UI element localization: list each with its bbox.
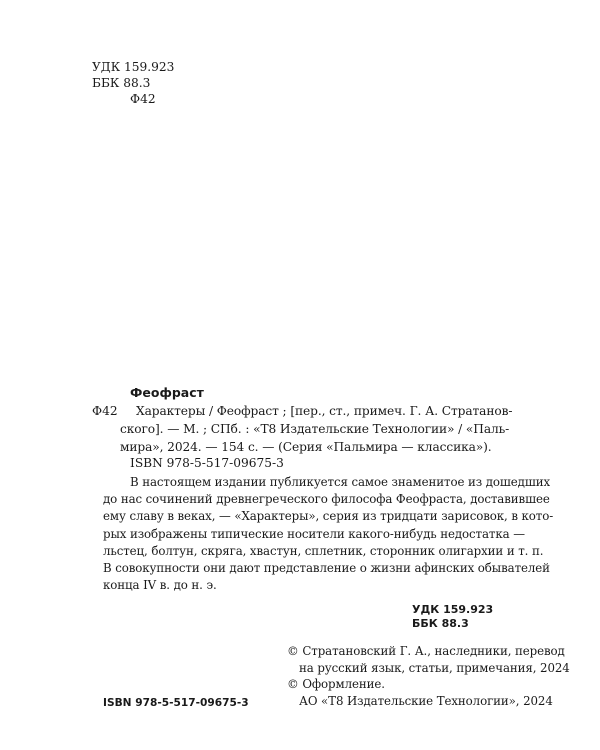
- bib-line: ского]. — М. ; СПб. : «Т8 Издательские Технологии» / «Паль-: [120, 422, 510, 436]
- entry-author: Феофраст: [130, 385, 204, 400]
- annotation-line: В настоящем издании публикуется самое знаменитое из дошедших: [130, 475, 551, 489]
- annotation-line: льстец, болтун, скряга, хвастун, сплетник, сторонник олигархии и т. п.: [103, 544, 544, 558]
- annotation-line: конца IV в. до н. э.: [103, 578, 217, 592]
- bbk-code-top: ББК 88.3: [92, 76, 151, 90]
- copyright-line: АО «Т8 Издательские Технологии», 2024: [299, 694, 553, 708]
- bbk-code-right: ББК 88.3: [412, 617, 469, 630]
- author-sign-top: Ф42: [130, 92, 156, 106]
- annotation-line: рых изображены типические носители какого-нибудь недостатка —: [103, 527, 525, 541]
- copyright-line: © Стратановский Г. А., наследники, перевод: [287, 644, 565, 658]
- bib-line: мира», 2024. — 154 с. — (Серия «Пальмира — классика»).: [120, 440, 492, 454]
- entry-author-sign: Ф42: [92, 404, 118, 418]
- annotation-line: до нас сочинений древнегреческого философа Феофраста, доставившее: [103, 492, 550, 506]
- isbn-bottom: ISBN 978-5-517-09675-3: [103, 697, 249, 709]
- annotation-line: ему славу в веках, — «Характеры», серия из тридцати зарисовок, в кото-: [103, 509, 554, 523]
- annotation-line: В совокупности они дают представление о жизни афинских обывателей: [103, 561, 550, 575]
- udk-code-right: УДК 159.923: [412, 603, 494, 616]
- copyright-line: © Оформление.: [287, 677, 385, 691]
- udk-code-top: УДК 159.923: [92, 60, 175, 74]
- entry-isbn: ISBN 978-5-517-09675-3: [130, 456, 284, 470]
- copyright-line: на русский язык, статьи, примечания, 2024: [299, 661, 570, 675]
- bib-line: Характеры / Феофраст ; [пер., ст., примеч. Г. А. Стратанов-: [136, 404, 513, 418]
